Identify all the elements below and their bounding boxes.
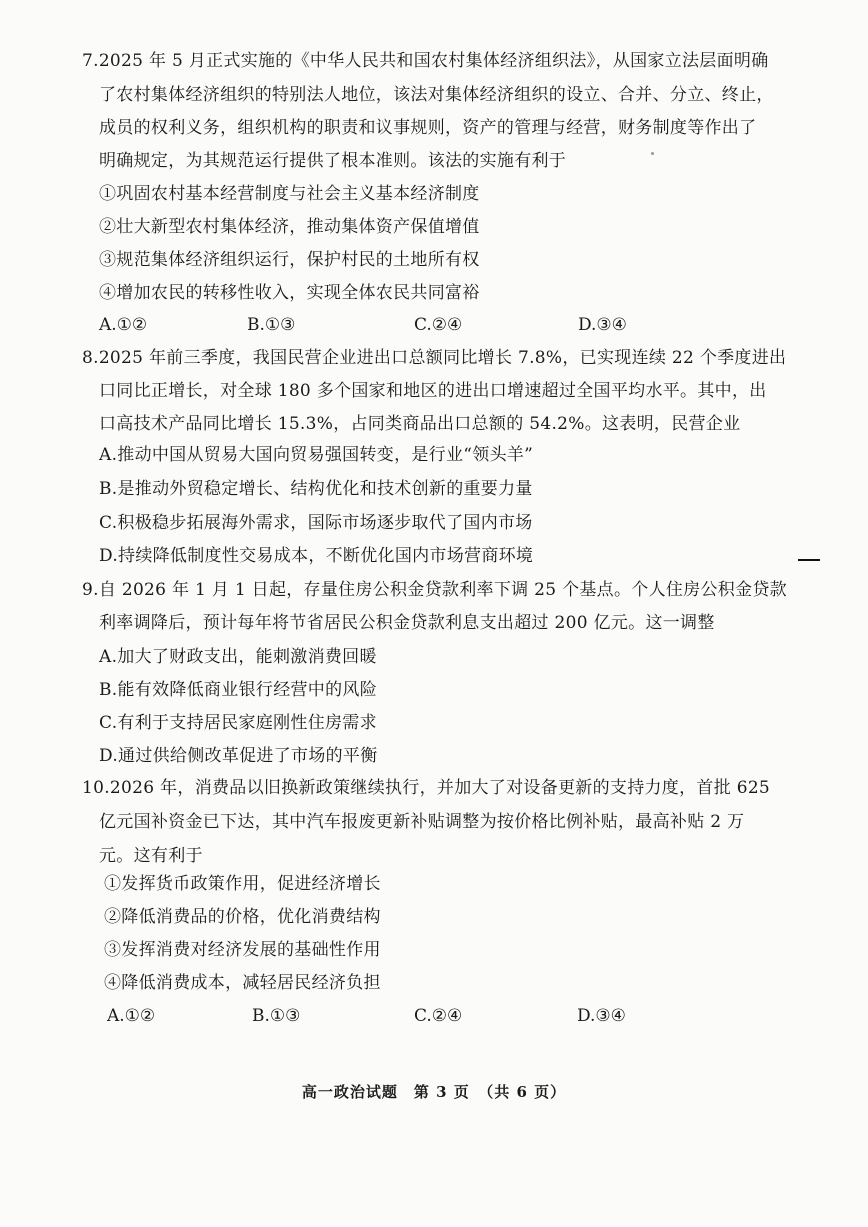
- q7-item-2: ②壮大新型农村集体经济，推动集体资产保值增值: [99, 217, 480, 237]
- q9-stem-line: 利率调降后，预计每年将节省居民公积金贷款利息支出超过 200 亿元。这一调整: [99, 613, 715, 633]
- q8-option-c: C.积极稳步拓展海外需求，国际市场逐步取代了国内市场: [99, 513, 533, 533]
- q7-choice-c: C.②④: [414, 315, 463, 335]
- q10-choice-c: C.②④: [414, 1006, 463, 1026]
- q10-item-2: ②降低消费品的价格，优化消费结构: [104, 907, 381, 927]
- q9-option-d: D.通过供给侧改革促进了市场的平衡: [99, 746, 378, 766]
- q10-item-1: ①发挥货币政策作用，促进经济增长: [104, 874, 381, 894]
- q10-stem-line: 10.2026 年，消费品以旧换新政策继续执行，并加大了对设备更新的支持力度，首批 625: [82, 778, 771, 798]
- q8-stem-line: 口同比正增长，对全球 180 多个国家和地区的进出口增速超过全国平均水平。其中，出: [99, 381, 767, 401]
- q8-option-b: B.是推动外贸稳定增长、结构优化和技术创新的重要力量: [99, 479, 533, 499]
- q7-stem-line: 成员的权利义务，组织机构的职责和议事规则，资产的管理与经营，财务制度等作出了: [99, 118, 757, 138]
- q7-stem-line: 7.2025 年 5 月正式实施的《中华人民共和国农村集体经济组织法》，从国家立法层面明确: [82, 51, 769, 71]
- q8-option-a: A.推动中国从贸易大国向贸易强国转变，是行业“领头羊”: [99, 445, 534, 465]
- q8-stem-line: 8.2025 年前三季度，我国民营企业进出口总额同比增长 7.8%，已实现连续 22 个季度进出: [82, 348, 787, 368]
- q9-option-c: C.有利于支持居民家庭刚性住房需求: [99, 713, 377, 733]
- scan-speck: [651, 152, 654, 155]
- q7-item-1: ①巩固农村基本经营制度与社会主义基本经济制度: [99, 184, 480, 204]
- q9-option-a: A.加大了财政支出，能刺激消费回暖: [99, 647, 377, 667]
- q7-choice-d: D.③④: [578, 315, 627, 335]
- q7-item-3: ③规范集体经济组织运行，保护村民的土地所有权: [99, 250, 480, 270]
- q10-choice-b: B.①③: [252, 1006, 301, 1026]
- q9-stem-line: 9.自 2026 年 1 月 1 日起，存量住房公积金贷款利率下调 25 个基点。个人住房公积金贷款: [82, 580, 787, 600]
- q7-choice-a: A.①②: [99, 315, 148, 335]
- q10-choice-d: D.③④: [577, 1006, 626, 1026]
- q7-item-4: ④增加农民的转移性收入，实现全体农民共同富裕: [99, 283, 480, 303]
- q7-stem-line: 明确规定，为其规范运行提供了根本准则。该法的实施有利于: [99, 151, 567, 171]
- page-footer: 高一政治试题 第 3 页 （共 6 页）: [301, 1083, 567, 1101]
- q10-item-4: ④降低消费成本，减轻居民经济负担: [104, 973, 381, 993]
- q8-stem-line: 口高技术产品同比增长 15.3%，占同类商品出口总额的 54.2%。这表明，民营企业: [99, 414, 741, 434]
- q10-choice-a: A.①②: [107, 1006, 156, 1026]
- q7-stem-line: 了农村集体经济组织的特别法人地位，该法对集体经济组织的设立、合并、分立、终止，: [99, 85, 774, 105]
- q7-choice-b: B.①③: [247, 315, 296, 335]
- q10-item-3: ③发挥消费对经济发展的基础性作用: [104, 940, 381, 960]
- margin-dash-mark: [798, 559, 820, 561]
- q10-stem-line: 亿元国补资金已下达，其中汽车报废更新补贴调整为按价格比例补贴，最高补贴 2 万: [99, 812, 745, 832]
- q9-option-b: B.能有效降低商业银行经营中的风险: [99, 680, 377, 700]
- q8-option-d: D.持续降低制度性交易成本，不断优化国内市场营商环境: [99, 546, 534, 566]
- q10-stem-line: 元。这有利于: [99, 846, 203, 866]
